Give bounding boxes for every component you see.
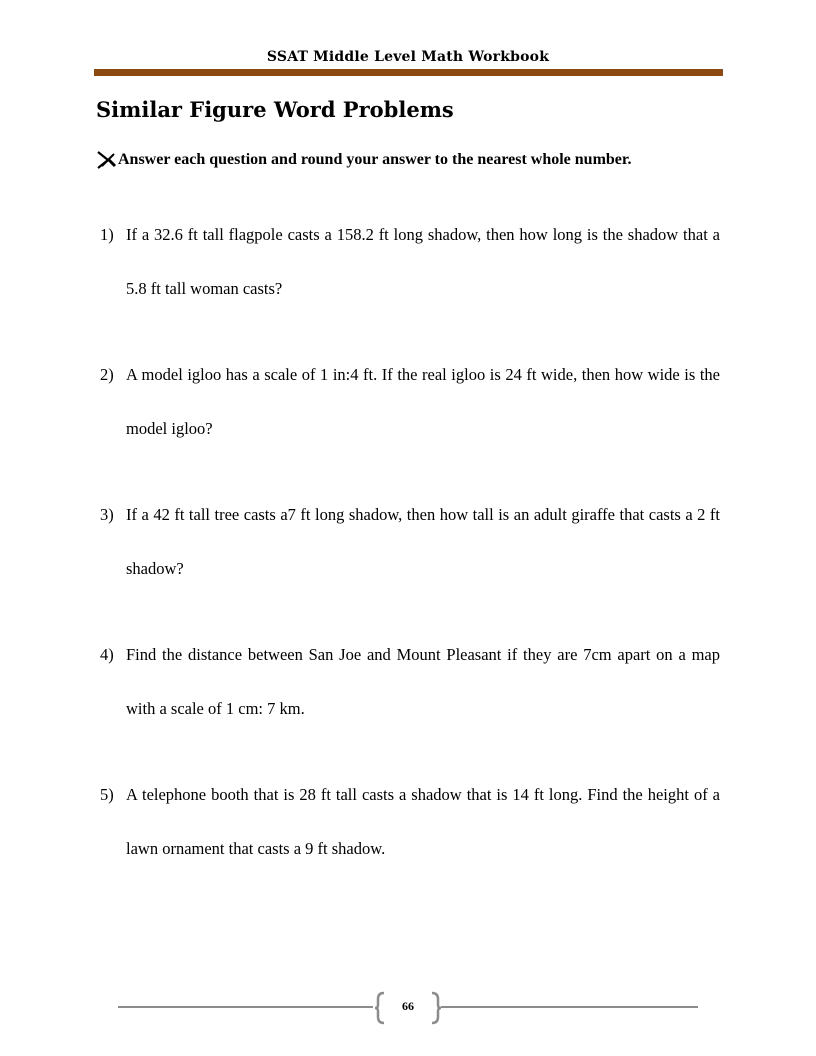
footer-rule-left <box>118 1006 373 1008</box>
question-number: 1) <box>100 225 114 244</box>
question-text: Find the distance between San Joe and Mount Pleasant if they are 7cm apart on a map with a scale of 1 cm: 7 km. <box>126 645 720 718</box>
question-item <box>96 208 720 316</box>
question-number: 5) <box>100 785 114 804</box>
question-number: 4) <box>100 645 114 664</box>
pencil-arrow-icon <box>96 150 118 170</box>
question-number: 3) <box>100 505 114 524</box>
left-bracket-icon <box>374 991 386 1025</box>
question-item <box>96 768 720 876</box>
question-text: If a 32.6 ft tall flagpole casts a 158.2 ft long shadow, then how long is the shadow that a 5.8 ft tall woman casts? <box>126 225 720 298</box>
question-item <box>96 348 720 456</box>
question-list <box>96 208 720 908</box>
right-bracket-icon <box>430 991 442 1025</box>
section-title: Similar Figure Word Problems <box>96 97 454 122</box>
page-number: 66 <box>402 999 414 1013</box>
footer-rule-right <box>441 1006 698 1008</box>
question-item <box>96 488 720 596</box>
instructions-text: Answer each question and round your answer to the nearest whole number. <box>118 151 632 168</box>
workbook-title: SSAT Middle Level Math Workbook <box>266 49 550 65</box>
question-text: If a 42 ft tall tree casts a7 ft long shadow, then how tall is an adult giraffe that casts a 2 ft shadow? <box>126 505 720 578</box>
instructions <box>96 150 736 170</box>
question-text: A model igloo has a scale of 1 in:4 ft. If the real igloo is 24 ft wide, then how wide is the model igloo? <box>126 365 720 438</box>
header-rule <box>94 69 723 76</box>
question-item <box>96 628 720 736</box>
question-text: A telephone booth that is 28 ft tall casts a shadow that is 14 ft long. Find the height of a lawn ornament that casts a 9 ft shadow. <box>126 785 720 858</box>
question-number: 2) <box>100 365 114 384</box>
